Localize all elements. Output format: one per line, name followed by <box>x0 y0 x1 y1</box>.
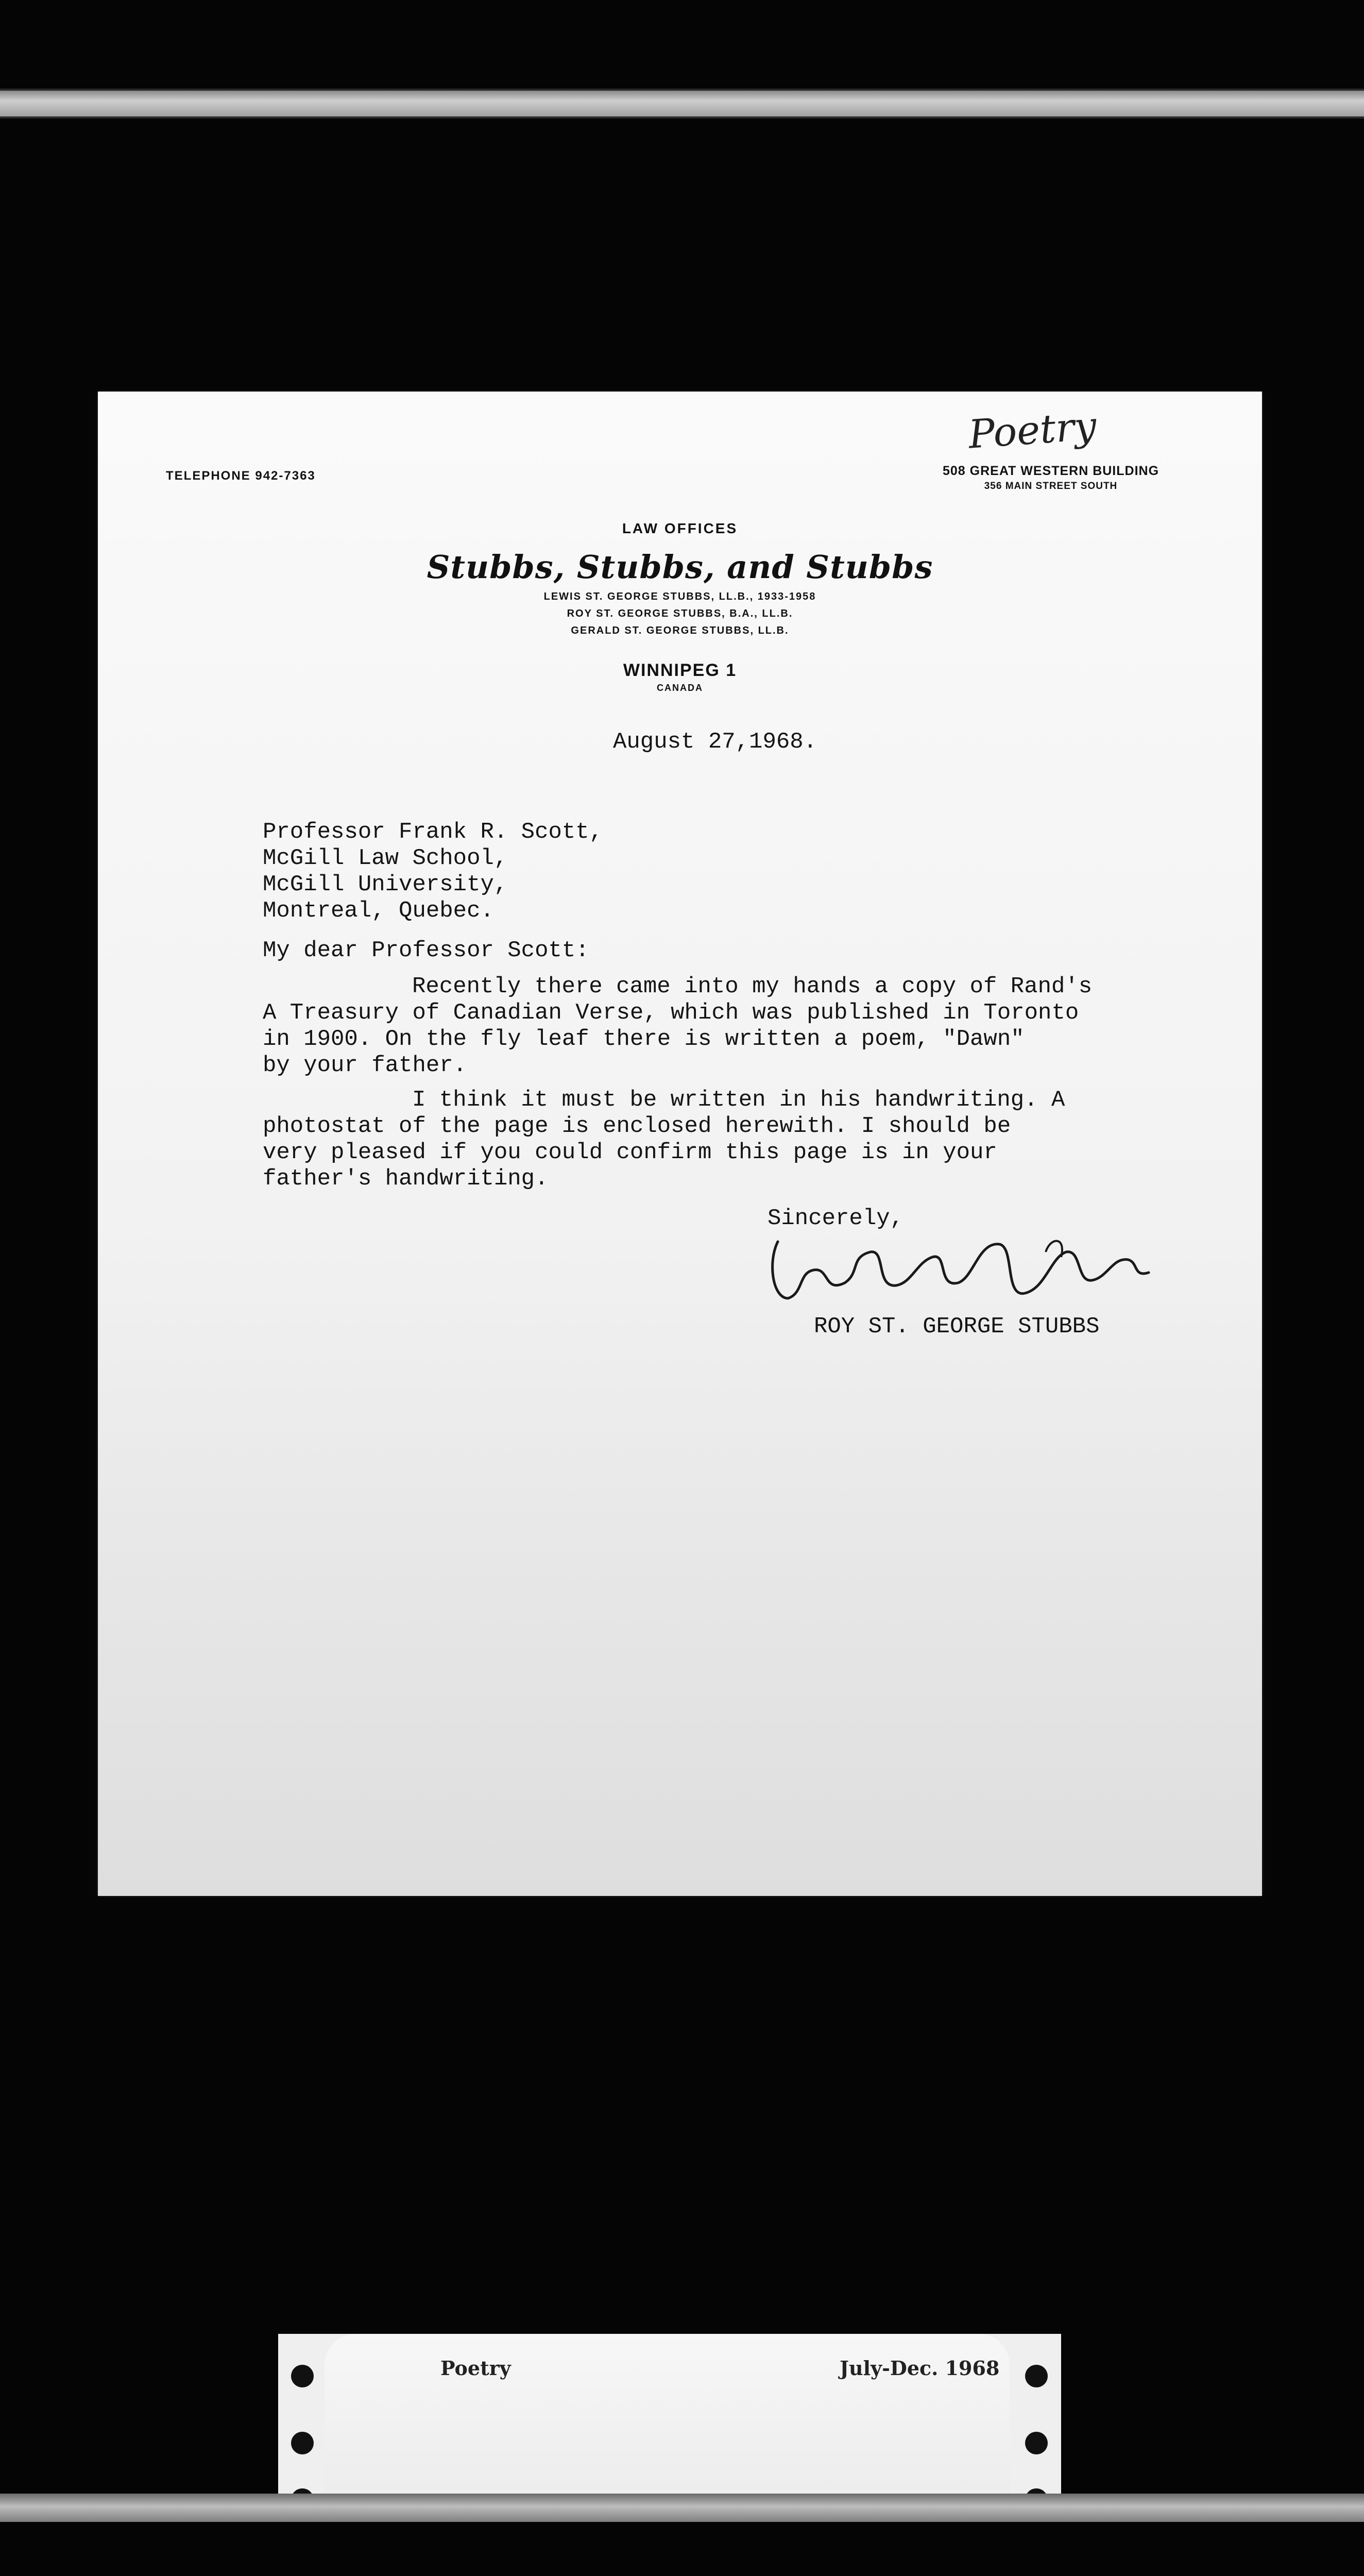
address-line-1: 508 GREAT WESTERN BUILDING <box>943 464 1160 478</box>
letterhead-address <box>943 464 1159 492</box>
recipient-address <box>263 819 603 924</box>
film-edge-bottom <box>0 116 1364 118</box>
paragraph-line: A Treasury of Canadian Verse, which was published in Toronto <box>263 1000 1079 1026</box>
folder-tab-subject: Poetry <box>440 2357 511 2380</box>
recipient-line: Montreal, Quebec. <box>263 898 494 924</box>
typed-name: ROY ST. GEORGE STUBBS <box>814 1314 1100 1340</box>
paragraph-line: father's handwriting. <box>263 1166 549 1192</box>
paragraph-line: I think it must be written in his handwriting. A <box>412 1087 1065 1113</box>
punch-hole-icon <box>1025 2365 1048 2387</box>
film-strip-bottom <box>0 2494 1364 2522</box>
punch-hole-icon <box>291 2432 314 2454</box>
letter-date: August 27,1968. <box>613 729 817 755</box>
handwritten-note: Poetry <box>967 402 1098 457</box>
letterhead-city: WINNIPEG 1 <box>623 660 737 680</box>
punch-hole-icon <box>1025 2432 1048 2454</box>
body-paragraph-2 <box>263 1087 1065 1192</box>
letter-page <box>98 392 1262 1896</box>
letterhead-partner: LEWIS ST. GEORGE STUBBS, LL.B., 1933-1958 <box>543 591 816 602</box>
paragraph-line: very pleased if you could confirm this page is in your <box>263 1140 997 1165</box>
recipient-line: McGill Law School, <box>263 845 508 871</box>
recipient-line: Professor Frank R. Scott, <box>263 819 603 845</box>
address-line-2: 356 MAIN STREET SOUTH <box>984 481 1118 492</box>
letterhead-offices: LAW OFFICES <box>622 520 738 536</box>
recipient-line: McGill University, <box>263 872 508 897</box>
paragraph-line: by your father. <box>263 1053 467 1078</box>
folder-tab-dates: July-Dec. 1968 <box>840 2357 1000 2380</box>
paragraph-line: photostat of the page is enclosed herewith. I should be <box>263 1113 1011 1139</box>
letterhead-partner: ROY ST. GEORGE STUBBS, B.A., LL.B. <box>567 608 793 619</box>
film-strip-top <box>0 89 1364 118</box>
letterhead <box>98 520 1262 693</box>
handwritten-signature <box>757 1221 1169 1324</box>
letterhead-partner: GERALD ST. GEORGE STUBBS, LL.B. <box>571 625 789 636</box>
letterhead-firm-name: Stubbs, Stubbs, and Stubbs <box>427 548 933 586</box>
closing: Sincerely, <box>768 1206 904 1231</box>
body-paragraph-1 <box>263 974 1092 1079</box>
letterhead-country: CANADA <box>657 683 703 693</box>
folder-tab-label-area <box>325 2334 1010 2519</box>
paragraph-line: in 1900. On the fly leaf there is written a poem, "Dawn" <box>263 1026 1025 1052</box>
folder-tab <box>278 2334 1061 2519</box>
punch-hole-icon <box>291 2365 314 2387</box>
paragraph-line: Recently there came into my hands a copy of Rand's <box>412 974 1093 999</box>
film-edge-top <box>0 89 1364 91</box>
letterhead-telephone: TELEPHONE 942-7363 <box>166 469 316 483</box>
salutation: My dear Professor Scott: <box>263 938 589 963</box>
